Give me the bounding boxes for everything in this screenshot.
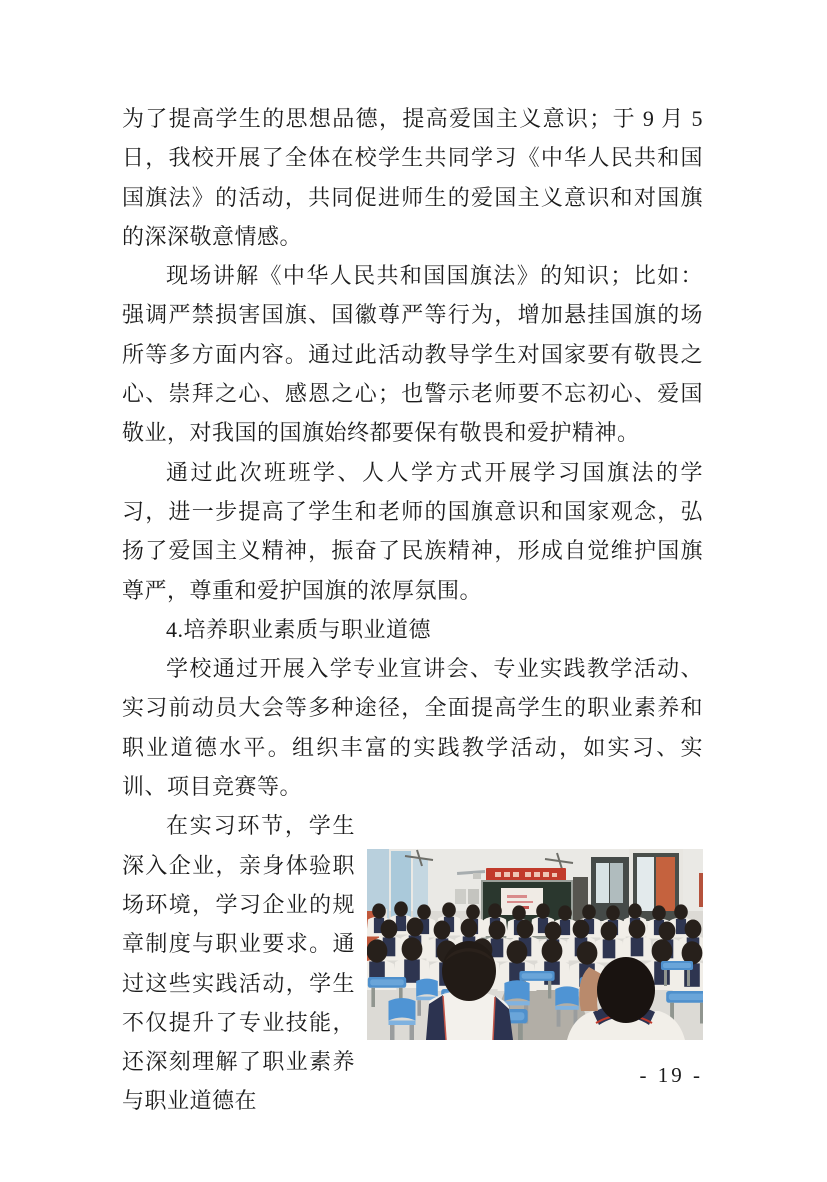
classroom-photo	[367, 849, 703, 1040]
paragraph-flag-law-result: 通过此次班班学、人人学方式开展学习国旗法的学习，进一步提高了学生和老师的国旗意识和国家观念，弘扬了爱国主义精神，振奋了民族精神，形成自觉维护国旗尊严，尊重和爱护国旗的浓厚氛围。	[122, 459, 703, 603]
page-number: - 19 -	[639, 1063, 703, 1087]
paragraph-internship-with-photo	[122, 806, 703, 1120]
section-heading-vocational-ethics: 4.培养职业素质与职业道德	[166, 616, 432, 642]
paragraph-flag-law-intro: 为了提高学生的思想品德，提高爱国主义意识；于 9 月 5 日，我校开展了全体在校学生共同学习《中华人民共和国国旗法》的活动，共同促进师生的爱国主义意识和对国旗的深深敬意情感。	[122, 106, 703, 249]
paragraph-vocational-activities: 学校通过开展入学专业宣讲会、专业实践教学活动、实习前动员大会等多种途径，全面提高学生的职业素养和职业道德水平。组织丰富的实践教学活动，如实习、实训、项目竞赛等。	[122, 656, 703, 800]
classroom-photo-drawing	[367, 849, 703, 1040]
paragraph-internship-text: 在实习环节，学生深入企业，亲身体验职场环境，学习企业的规章制度与职业要求。通过这些实践活动，学生不仅提升了专业技能，还深刻理解了职业素养与职业道德在	[122, 813, 355, 1114]
body-text	[122, 99, 703, 1121]
paragraph-flag-law-lecture: 现场讲解《中华人民共和国国旗法》的知识；比如：强调严禁损害国旗、国徽尊严等行为，增加悬挂国旗的场所等多方面内容。通过此活动教导学生对国家要有敬畏之心、崇拜之心、感恩之心；也警示老师要不忘初心、爱国敬业，对我国的国旗始终都要保有敬畏和爱护精神。	[122, 263, 703, 446]
